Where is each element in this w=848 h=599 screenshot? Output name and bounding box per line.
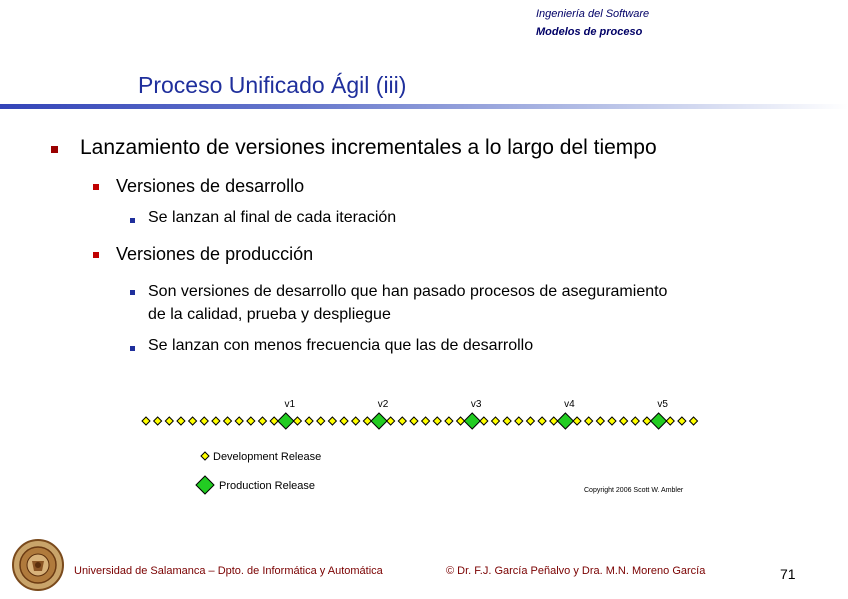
development-release-marker <box>666 417 674 425</box>
page-number: 71 <box>780 566 796 582</box>
development-release-marker <box>620 417 628 425</box>
development-release-marker <box>340 417 348 425</box>
header-course: Ingeniería del Software <box>536 8 650 20</box>
development-release-marker <box>608 417 616 425</box>
development-release-marker <box>142 417 150 425</box>
bullet-square-icon <box>93 252 99 258</box>
production-release-marker <box>278 413 294 429</box>
version-label: v1 <box>284 399 296 410</box>
development-release-marker <box>410 417 418 425</box>
development-release-marker <box>259 417 267 425</box>
version-label: v4 <box>564 399 575 410</box>
production-release-marker <box>557 413 573 429</box>
bullet-square-icon <box>130 290 135 295</box>
development-release-marker <box>305 417 313 425</box>
version-label: v2 <box>377 399 389 410</box>
development-release-marker <box>293 417 301 425</box>
bullet-dev-versions: Versiones de desarrollo <box>116 176 305 196</box>
slide-title: Proceso Unificado Ágil (iii) <box>138 72 407 98</box>
version-labels <box>285 399 669 410</box>
bullet-square-icon <box>130 346 135 351</box>
development-release-marker <box>235 417 243 425</box>
version-label: v3 <box>470 399 482 410</box>
development-release-marker <box>690 417 698 425</box>
release-timeline-diagram <box>130 390 720 500</box>
bullet-square-icon <box>130 218 135 223</box>
development-release-marker <box>678 417 686 425</box>
production-release-legend-icon <box>196 476 214 494</box>
title-underline <box>0 104 848 109</box>
development-release-marker <box>503 417 511 425</box>
footer-university: Universidad de Salamanca – Dpto. de Informática y Automática <box>74 565 383 577</box>
diagram-copyright: Copyright 2006 Scott W. Ambler <box>584 487 684 494</box>
development-release-marker <box>165 417 173 425</box>
bullet-prod-frequency: Se lanzan con menos frecuencia que las de desarrollo <box>148 337 534 354</box>
development-release-marker <box>247 417 255 425</box>
development-release-marker <box>398 417 406 425</box>
production-release-marker <box>651 413 667 429</box>
development-release-marker <box>387 417 395 425</box>
production-release-marker <box>464 413 480 429</box>
development-release-marker <box>643 417 651 425</box>
development-release-marker <box>585 417 593 425</box>
prod-detail-line-2: de la calidad, prueba y despliegue <box>148 306 391 323</box>
bullet-square-icon <box>93 184 99 190</box>
development-release-marker <box>154 417 162 425</box>
header-topic: Modelos de proceso <box>536 26 643 38</box>
development-release-marker <box>492 417 500 425</box>
bullet-square-icon <box>51 146 58 153</box>
development-release-marker <box>328 417 336 425</box>
development-release-marker <box>573 417 581 425</box>
legend-development-label: Development Release <box>213 451 322 463</box>
bullet-prod-detail <box>148 280 667 326</box>
development-release-marker <box>212 417 220 425</box>
development-release-legend-icon <box>201 452 209 460</box>
development-release-marker <box>480 417 488 425</box>
university-seal-icon <box>12 539 64 591</box>
development-release-marker <box>224 417 232 425</box>
development-release-marker <box>200 417 208 425</box>
release-timeline <box>142 413 698 429</box>
development-release-marker <box>317 417 325 425</box>
development-release-marker <box>550 417 558 425</box>
development-release-marker <box>422 417 430 425</box>
development-release-marker <box>457 417 465 425</box>
version-label: v5 <box>657 399 668 410</box>
development-release-marker <box>538 417 546 425</box>
development-release-marker <box>515 417 523 425</box>
production-release-marker <box>371 413 387 429</box>
development-release-marker <box>270 417 278 425</box>
development-release-marker <box>631 417 639 425</box>
development-release-marker <box>363 417 371 425</box>
footer-authors: © Dr. F.J. García Peñalvo y Dra. M.N. Moreno García <box>446 565 706 577</box>
development-release-marker <box>526 417 534 425</box>
bullet-prod-versions: Versiones de producción <box>116 244 314 264</box>
development-release-marker <box>177 417 185 425</box>
bullet-dev-detail: Se lanzan al final de cada iteración <box>148 209 397 226</box>
development-release-marker <box>445 417 453 425</box>
development-release-marker <box>433 417 441 425</box>
prod-detail-line-1: Son versiones de desarrollo que han pasado procesos de aseguramiento <box>148 283 668 300</box>
development-release-marker <box>352 417 360 425</box>
development-release-marker <box>189 417 197 425</box>
legend-production-label: Production Release <box>219 480 316 492</box>
development-release-marker <box>596 417 604 425</box>
bullet-main: Lanzamiento de versiones incrementales a lo largo del tiempo <box>80 136 657 159</box>
